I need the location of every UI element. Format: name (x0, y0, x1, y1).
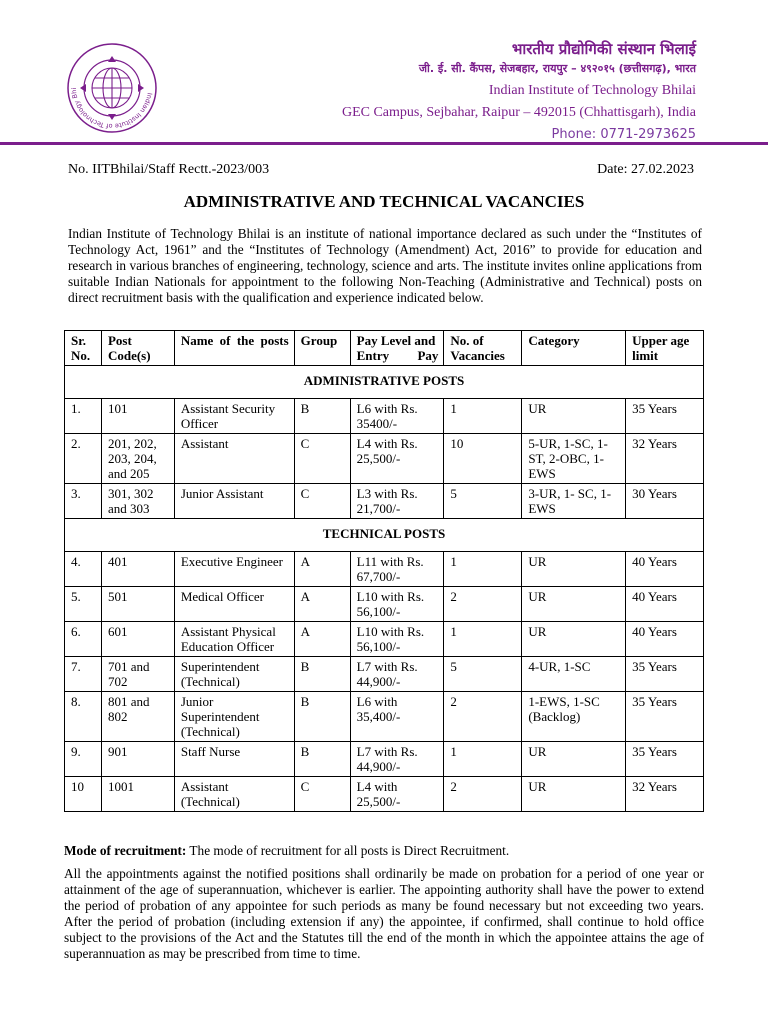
cell-category: 5-UR, 1-SC, 1-ST, 2-OBC, 1-EWS (522, 434, 626, 484)
cell-group: B (294, 657, 350, 692)
cell-post-name: Assistant Security Officer (174, 399, 294, 434)
header-group: Group (294, 331, 350, 366)
header-age-limit: Upper age limit (626, 331, 704, 366)
cell-age-limit: 40 Years (626, 622, 704, 657)
table-row (65, 777, 704, 812)
cell-post-name: Assistant Physical Education Officer (174, 622, 294, 657)
table-row (65, 742, 704, 777)
cell-group: B (294, 399, 350, 434)
cell-age-limit: 40 Years (626, 587, 704, 622)
cell-post-name: Junior Superintendent (Technical) (174, 692, 294, 742)
cell-pay-level: L11 with Rs. 67,700/- (350, 552, 444, 587)
header-post-name: Name of the posts (174, 331, 294, 366)
cell-group: C (294, 434, 350, 484)
institute-address-hindi: जी. ई. सी. कैंपस, सेजबहार, रायपुर – ४९२०१५ (छत्तीसगढ़), भारत (418, 62, 696, 75)
cell-age-limit: 32 Years (626, 434, 704, 484)
table-row (65, 587, 704, 622)
header-post-code: Post Code(s) (101, 331, 174, 366)
header-divider (0, 142, 768, 145)
cell-age-limit: 35 Years (626, 399, 704, 434)
cell-pay-level: L10 with Rs. 56,100/- (350, 622, 444, 657)
cell-sr-no: 1. (65, 399, 102, 434)
cell-sr-no: 9. (65, 742, 102, 777)
page-title: ADMINISTRATIVE AND TECHNICAL VACANCIES (183, 192, 585, 211)
cell-post-name: Superintendent (Technical) (174, 657, 294, 692)
cell-vacancies: 2 (444, 777, 522, 812)
cell-sr-no: 2. (65, 434, 102, 484)
mode-text: The mode of recruitment for all posts is Direct Recruitment. (186, 843, 510, 858)
cell-post-name: Assistant (174, 434, 294, 484)
cell-post-code: 701 and 702 (101, 657, 174, 692)
cell-vacancies: 2 (444, 587, 522, 622)
cell-pay-level: L6 with Rs. 35400/- (350, 399, 444, 434)
cell-sr-no: 5. (65, 587, 102, 622)
institute-address-english: GEC Campus, Sejbahar, Raipur – 492015 (Chhattisgarh), India (341, 105, 696, 120)
cell-category: UR (522, 587, 626, 622)
cell-age-limit: 35 Years (626, 692, 704, 742)
table-row (65, 484, 704, 519)
table-row (65, 692, 704, 742)
cell-category: UR (522, 777, 626, 812)
header-pay-level: Pay Level and Entry Pay (350, 331, 444, 366)
cell-post-code: 301, 302 and 303 (101, 484, 174, 519)
cell-category: 4-UR, 1-SC (522, 657, 626, 692)
section-title-technical: TECHNICAL POSTS (65, 519, 704, 552)
vacancy-table (64, 330, 704, 812)
cell-vacancies: 1 (444, 622, 522, 657)
cell-sr-no: 4. (65, 552, 102, 587)
section-row-administrative (65, 366, 704, 399)
cell-post-code: 901 (101, 742, 174, 777)
cell-sr-no: 8. (65, 692, 102, 742)
cell-category: UR (522, 552, 626, 587)
cell-post-name: Medical Officer (174, 587, 294, 622)
cell-pay-level: L7 with Rs. 44,900/- (350, 657, 444, 692)
cell-sr-no: 10 (65, 777, 102, 812)
mode-of-recruitment (64, 843, 509, 859)
cell-pay-level: L7 with Rs. 44,900/- (350, 742, 444, 777)
document-date: Date: 27.02.2023 (597, 162, 694, 177)
cell-group: B (294, 692, 350, 742)
cell-vacancies: 1 (444, 399, 522, 434)
cell-group: C (294, 777, 350, 812)
cell-sr-no: 3. (65, 484, 102, 519)
cell-vacancies: 5 (444, 657, 522, 692)
cell-age-limit: 32 Years (626, 777, 704, 812)
cell-sr-no: 7. (65, 657, 102, 692)
cell-category: 3-UR, 1- SC, 1-EWS (522, 484, 626, 519)
cell-post-name: Executive Engineer (174, 552, 294, 587)
reference-number: No. IITBhilai/Staff Rectt.-2023/003 (68, 162, 270, 177)
cell-group: A (294, 622, 350, 657)
cell-pay-level: L6 with 35,400/- (350, 692, 444, 742)
cell-post-code: 1001 (101, 777, 174, 812)
cell-category: UR (522, 622, 626, 657)
cell-vacancies: 5 (444, 484, 522, 519)
cell-post-code: 601 (101, 622, 174, 657)
cell-pay-level: L10 with Rs. 56,100/- (350, 587, 444, 622)
institute-address-block (342, 40, 696, 146)
table-row (65, 399, 704, 434)
institute-name-hindi: भारतीय प्रौद्योगिकी संस्थान भिलाई (511, 40, 696, 58)
intro-paragraph: Indian Institute of Technology Bhilai is an institute of national importance declared as such under the “Institutes of Technology Act, 1961” and the “Institutes of Technology (Amendment) Act, 2016” to provide for education and research in various branches of engineering, technology, science and arts. The institute invites online applications from suitable Indian Nationals for appointment to the following Non-Teaching (Administrative and Technical) posts on direct recruitment basis with the qualification and experience indicated below. (68, 226, 702, 305)
header-sr-no: Sr. No. (65, 331, 102, 366)
cell-pay-level: L4 with Rs. 25,500/- (350, 434, 444, 484)
table-row (65, 657, 704, 692)
table-row (65, 622, 704, 657)
table-header-row (65, 331, 704, 366)
cell-age-limit: 35 Years (626, 657, 704, 692)
cell-pay-level: L4 with 25,500/- (350, 777, 444, 812)
table-row (65, 434, 704, 484)
cell-category: 1-EWS, 1-SC (Backlog) (522, 692, 626, 742)
institute-phone: Phone: 0771-2973625 (551, 127, 696, 142)
cell-post-name: Junior Assistant (174, 484, 294, 519)
cell-post-code: 101 (101, 399, 174, 434)
header-vacancies: No. of Vacancies (444, 331, 522, 366)
cell-post-name: Staff Nurse (174, 742, 294, 777)
institute-logo (66, 42, 158, 134)
cell-age-limit: 40 Years (626, 552, 704, 587)
cell-category: UR (522, 399, 626, 434)
cell-vacancies: 10 (444, 434, 522, 484)
cell-vacancies: 1 (444, 742, 522, 777)
cell-group: B (294, 742, 350, 777)
cell-group: A (294, 587, 350, 622)
cell-group: A (294, 552, 350, 587)
table-row (65, 552, 704, 587)
appointment-paragraph: All the appointments against the notified positions shall ordinarily be made on probation for a period of one year or attainment of the age of superannuation, whichever is earlier. The appointing authority shall have the power to extend the period of probation of any appointee for such periods as many be found necessary but not exceeding two years. After the period of probation (including extension if any) the appointee, if confirmed, shall continue to hold office subject to the provisions of the Act and the Statutes till the end of the month in which the appointee attains the age of superannuation as may be prescribed from time to time. (64, 866, 704, 961)
cell-pay-level: L3 with Rs. 21,700/- (350, 484, 444, 519)
header-category: Category (522, 331, 626, 366)
letterhead (0, 0, 768, 140)
section-title-administrative: ADMINISTRATIVE POSTS (65, 366, 704, 399)
cell-vacancies: 1 (444, 552, 522, 587)
cell-post-code: 201, 202, 203, 204, and 205 (101, 434, 174, 484)
logo-ring-text: Indian Institute of Technology Bhi (69, 87, 154, 131)
cell-post-code: 801 and 802 (101, 692, 174, 742)
mode-label: Mode of recruitment: (64, 843, 187, 858)
institute-name-english: Indian Institute of Technology Bhilai (488, 83, 696, 98)
cell-age-limit: 35 Years (626, 742, 704, 777)
section-row-technical (65, 519, 704, 552)
cell-post-code: 401 (101, 552, 174, 587)
cell-post-code: 501 (101, 587, 174, 622)
cell-group: C (294, 484, 350, 519)
cell-category: UR (522, 742, 626, 777)
cell-post-name: Assistant (Technical) (174, 777, 294, 812)
cell-vacancies: 2 (444, 692, 522, 742)
cell-sr-no: 6. (65, 622, 102, 657)
cell-age-limit: 30 Years (626, 484, 704, 519)
